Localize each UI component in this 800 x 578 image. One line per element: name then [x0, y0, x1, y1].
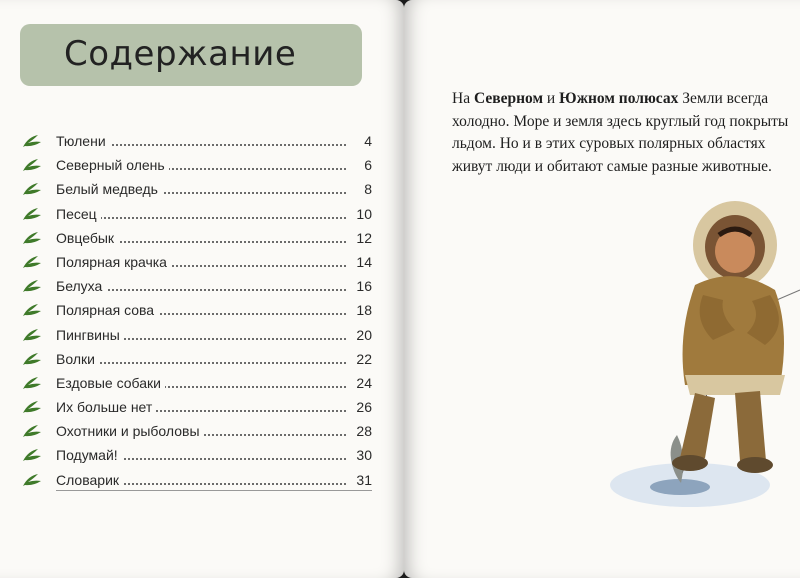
- toc-entry-label: Пингвины: [56, 327, 124, 343]
- leaf-icon: [22, 278, 42, 294]
- toc-entry-page: 30: [346, 447, 372, 463]
- toc-entry[interactable]: [22, 372, 372, 396]
- page-title: Содержание: [64, 34, 297, 74]
- leaf-icon: [22, 351, 42, 367]
- toc-entry-page: 14: [346, 254, 372, 270]
- intro-text: [452, 88, 792, 178]
- toc-entry-page: 26: [346, 399, 372, 415]
- toc-entry-label: Их больше нет: [56, 399, 156, 415]
- toc-entry[interactable]: [22, 251, 372, 275]
- toc-entry-page: 24: [346, 375, 372, 391]
- leaf-icon: [22, 447, 42, 463]
- toc-entry-page: 22: [346, 351, 372, 367]
- leaf-icon: [22, 230, 42, 246]
- toc-entry-label: Северный олень: [56, 157, 169, 173]
- toc-entry-page: 31: [346, 472, 372, 488]
- leaf-icon: [22, 157, 42, 173]
- toc-bottom-divider: [56, 490, 372, 491]
- toc-entry-page: 28: [346, 423, 372, 439]
- toc-entry-label: Охотники и рыболовы: [56, 423, 204, 439]
- toc-entry-label: Подумай!: [56, 447, 122, 463]
- leaf-icon: [22, 327, 42, 343]
- toc-entry-label: Овцебык: [56, 230, 118, 246]
- contents-title-box: [20, 24, 362, 86]
- toc-entry[interactable]: [22, 203, 372, 227]
- toc-entry-page: 4: [346, 133, 372, 149]
- leaf-icon: [22, 206, 42, 222]
- leaf-icon: [22, 181, 42, 197]
- toc-entry-page: 10: [346, 206, 372, 222]
- intro-text-part: и: [543, 90, 560, 107]
- toc-entry[interactable]: [22, 130, 372, 154]
- toc-entry[interactable]: [22, 420, 372, 444]
- toc-entry[interactable]: [22, 299, 372, 323]
- intro-text-part: На: [452, 90, 474, 107]
- intro-bold-poles: Южном полюсах: [559, 90, 679, 107]
- toc-entry-label: Словарик: [56, 472, 123, 488]
- toc-entry-label: Полярная сова: [56, 302, 158, 318]
- leaf-icon: [22, 399, 42, 415]
- toc-entry-page: 18: [346, 302, 372, 318]
- intro-paragraph: [452, 88, 792, 178]
- toc-entry[interactable]: [22, 444, 372, 468]
- toc-entry-label: Белый медведь: [56, 181, 162, 197]
- toc-entry-label: Песец: [56, 206, 101, 222]
- toc-entry-label: Полярная крачка: [56, 254, 171, 270]
- intro-bold-north: Северном: [473, 90, 544, 107]
- toc-entry[interactable]: [22, 275, 372, 299]
- leaf-icon: [22, 423, 42, 439]
- toc-entry-page: 20: [346, 327, 372, 343]
- ice-fisherman-illustration: [585, 195, 800, 525]
- leaf-icon: [22, 254, 42, 270]
- toc-entry-page: 8: [346, 181, 372, 197]
- toc-entry-label: Ездовые собаки: [56, 375, 165, 391]
- toc-entry[interactable]: [22, 154, 372, 178]
- toc-entry-page: 6: [346, 157, 372, 173]
- toc-entry-label: Тюлени: [56, 133, 110, 149]
- toc-entry[interactable]: [22, 178, 372, 202]
- leaf-icon: [22, 472, 42, 488]
- leaf-icon: [22, 302, 42, 318]
- table-of-contents: [22, 130, 372, 493]
- toc-entry-page: 16: [346, 278, 372, 294]
- toc-entry-label: Белуха: [56, 278, 106, 294]
- toc-entry[interactable]: [22, 396, 372, 420]
- leaf-icon: [22, 375, 42, 391]
- toc-entry-page: 12: [346, 230, 372, 246]
- intro-text-part: Земли всегда холодно. Море и земля здесь круглый год покрыты льдом. Но и в этих суровых полярных областях живут люди и обитают самые разные животные.: [452, 90, 789, 175]
- toc-entry-label: Волки: [56, 351, 99, 367]
- toc-entry[interactable]: [22, 227, 372, 251]
- leaf-icon: [22, 133, 42, 149]
- toc-entry[interactable]: [22, 348, 372, 372]
- toc-leader-dots: [56, 362, 346, 364]
- toc-entry[interactable]: [22, 324, 372, 348]
